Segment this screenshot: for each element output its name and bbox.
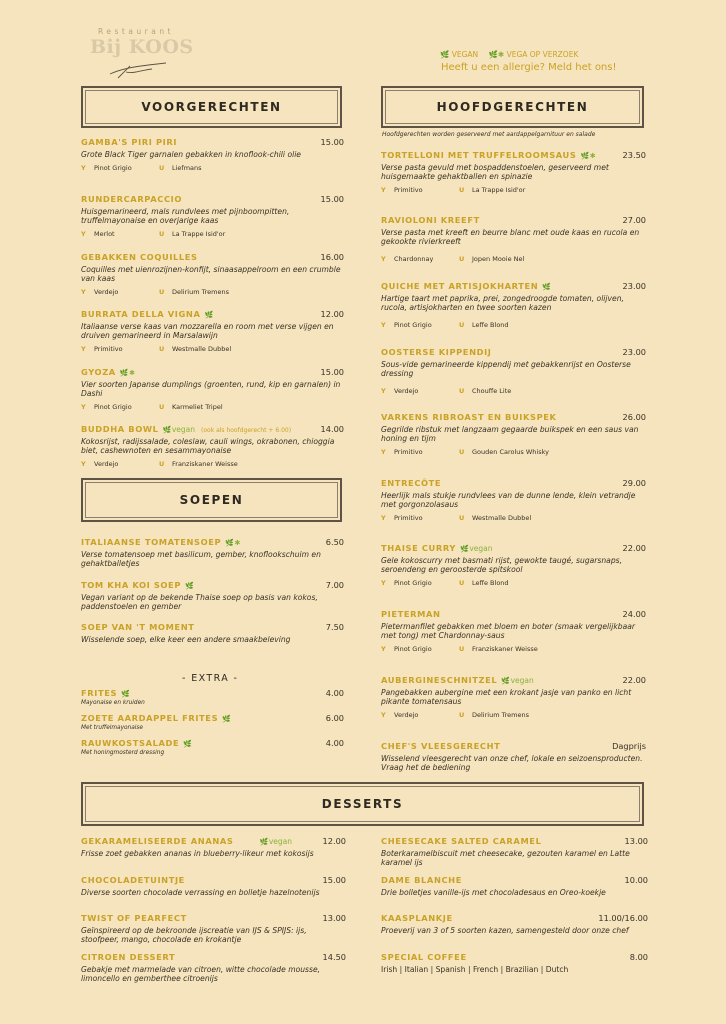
wine-pairing: Primitivo [94,345,123,353]
item-price: 23.50 [622,150,646,160]
beer-glass-icon: U [159,230,165,238]
item-description: Wisselend vleesgerecht van onze chef, lokale en seizoensproducten. Vraag het de bediening [381,754,643,772]
vegan-leaf-icon: 🌿 [460,545,470,553]
item-price: 14.00 [320,424,344,434]
item-name: GEKARAMELISEERDE ANANAS [81,836,234,846]
menu-item [381,412,646,456]
menu-item [81,580,344,611]
item-price: 12.00 [322,836,346,846]
wine-pairing: Pinot Grigio [394,645,432,653]
item-description: Huisgemarineerd, mals rundvlees met pijnboompitten, truffelmayonaise en overjarige kaas [81,207,290,225]
item-name: RAVIOLONI KREEFT [381,215,480,225]
menu-item [81,137,344,172]
wine-glass-icon: Y [381,186,386,194]
item-price: 10.00 [624,875,648,885]
menu-item [381,952,648,974]
wine-pairing: Pinot Grigio [394,321,432,329]
item-description: Diverse soorten chocolade verrassing en bolletje hazelnotenijs [81,888,320,897]
item-description: Met honingmosterd dressing [81,750,165,756]
item-name: GYOZA [81,367,116,377]
item-description: Verse tomatensoep met basilicum, gember, knoflookschuim en gehaktballetjes [81,550,321,568]
item-price: 24.00 [622,609,646,619]
item-name: PIETERMAN [381,609,441,619]
item-description: Gele kokoscurry met basmati rijst, gewokte taugé, sugarsnaps, seroendeng en geroosterde spitskool [381,556,623,574]
beer-pairing: Gouden Carolus Whisky [472,448,549,456]
wine-pairing: Verdejo [394,711,419,719]
item-price: 22.00 [622,675,646,685]
wine-glass-icon: Y [381,321,386,329]
item-price: 15.00 [322,875,346,885]
wine-glass-icon: Y [81,288,86,296]
wine-glass-icon: Y [381,579,386,587]
beer-pairing: Leffe Blond [472,321,509,329]
menu-item [81,913,346,944]
section-title-desserts: DESSERTS [81,782,644,826]
vegan-tag: vegan [268,837,293,846]
wine-glass-icon: Y [381,514,386,522]
beer-pairing: Karmeliet Tripel [172,403,223,411]
item-description: Wisselende soep, elke keer een andere smaakbeleving [81,635,291,644]
item-name: CHOCOLADETUINTJE [81,875,185,885]
item-price: 6.50 [325,537,344,547]
item-price: 27.00 [622,215,646,225]
allergy-notice: Heeft u een allergie? Meld het ons! [441,62,617,73]
beer-glass-icon: U [459,387,465,395]
item-description: Heerlijk mals stukje rundvlees van de dunne lende, klein vetrandje met gorgonzolasaus [381,491,636,509]
item-price: 22.00 [622,543,646,553]
beer-glass-icon: U [459,255,465,263]
vegan-leaf-icon: 🌿 [185,582,195,590]
menu-item [81,688,344,706]
item-price: 12.00 [320,309,344,319]
vegan-leaf-icon: 🌿 [542,283,552,291]
item-name: SOEP VAN 'T MOMENT [81,622,195,632]
item-price: 13.00 [322,913,346,923]
item-price: 15.00 [320,137,344,147]
wine-pairing: Pinot Grigio [394,579,432,587]
vegan-leaf-icon: 🌿 [501,677,511,685]
beer-glass-icon: U [159,403,165,411]
wine-pairing: Verdejo [94,460,119,468]
vegan-leaf-icon: 🌿 [204,311,214,319]
item-name: CITROEN DESSERT [81,952,176,962]
item-description: Boterkaramelbiscuit met cheesecake, gezouten karamel en Latte karamel ijs [381,849,630,867]
item-price: 23.00 [622,281,646,291]
vegan-leaf-icon: 🌿 [162,426,172,434]
item-description: Met truffelmayonaise [81,725,143,731]
item-name: DAME BLANCHE [381,875,462,885]
menu-item [81,622,344,644]
item-price: 29.00 [622,478,646,488]
menu-item [381,675,646,719]
item-description: Vier soorten Japanse dumplings (groenten, rund, kip en garnalen) in Dashi [81,380,341,398]
vegan-tag: vegan [171,425,196,434]
menu-item [381,281,646,329]
vegan-leaf-icon: 🌿 [121,690,131,698]
menu-item [381,150,646,194]
menu-item [81,252,344,296]
item-description: Coquilles met uienrozijnen-konfijt, sinaasappelroom en een crumble van kaas [81,265,341,283]
item-price: 26.00 [622,412,646,422]
item-price: 7.50 [325,622,344,632]
vegan-tag: vegan [469,544,493,553]
beer-glass-icon: U [459,448,465,456]
beer-glass-icon: U [459,514,465,522]
item-price: 14.50 [322,952,346,962]
item-price: 7.00 [325,580,344,590]
item-name: CHEF'S VLEESGERECHT [381,741,501,751]
beer-glass-icon: U [459,711,465,719]
vegan-leaf-icon: 🌿 [222,715,232,723]
item-price: 8.00 [629,952,648,962]
item-description: Frisse zoet gebakken ananas in blueberry-likeur met kokosijs [81,849,314,858]
item-description: Sous-vide gemarineerde kippendij met gebakkenrijst en Oosterse dressing [381,360,631,378]
item-name: TOM KHA KOI SOEP [81,580,182,590]
menu-item [381,913,648,935]
menu-item [81,309,344,353]
item-description: Pangebakken aubergine met een krokant jasje van panko en licht pikante tomatensaus [381,688,632,706]
item-price: 16.00 [320,252,344,262]
item-name: BURRATA DELLA VIGNA [81,309,201,319]
wine-pairing: Primitivo [394,514,423,522]
vegan-leaf-icon: 🌿 [440,50,450,59]
beer-pairing: Westmalle Dubbel [472,514,532,522]
beer-pairing: Jopen Mooie Nel [472,255,525,263]
wine-glass-icon: Y [81,403,86,411]
beer-pairing: La Trappe Isid'or [472,186,526,194]
item-price: 15.00 [320,367,344,377]
item-name: GAMBA'S PIRI PIRI [81,137,178,147]
item-name: VARKENS RIBROAST EN BUIKSPEK [381,412,557,422]
menu-item [81,424,344,468]
item-name: QUICHE MET ARTISJOKHARTEN [381,281,539,291]
wine-pairing: Chardonnay [394,255,434,263]
wine-glass-icon: Y [381,645,386,653]
item-price: 15.00 [320,194,344,204]
menu-item [381,347,646,395]
item-addon: (ook als hoofdgerecht + 6.00) [201,427,292,434]
item-name: OOSTERSE KIPPENDIJ [381,347,492,357]
item-description: Italiaanse verse kaas van mozzarella en room met verse vijgen en druiven gemarineerd in Marsalawijn [81,322,334,340]
menu-item [81,713,344,731]
item-description: Gebakje met marmelade van citroen, witte chocolade mousse, limoncello en gemberthee citroenijs [81,965,321,983]
beer-pairing: Liefmans [172,164,202,172]
vega-leaf-star-icon: 🌿✱ [580,152,597,160]
item-price: 6.00 [325,713,344,723]
wine-glass-icon: Y [81,230,86,238]
vegan-leaf-icon: 🌿 [183,740,193,748]
beer-pairing: Delirium Tremens [472,711,529,719]
menu-item [81,875,346,897]
wine-pairing: Pinot Grigio [94,164,132,172]
menu-item [381,215,646,263]
menu-item [81,836,346,858]
item-name: AUBERGINESCHNITZEL [381,675,498,685]
section-title-soepen: SOEPEN [81,478,342,522]
restaurant-name-logo: Bij KOOS [90,36,194,58]
item-description: Gegrilde ribstuk met langzaam gegaarde buikspek en een saus van honing en tijm [381,425,639,443]
legend-vegan-label: VEGAN [451,50,479,59]
item-price: Dagprijs [612,741,646,751]
beer-glass-icon: U [459,321,465,329]
wine-glass-icon: Y [81,345,86,353]
wine-glass-icon: Y [381,448,386,456]
item-name: THAISE CURRY [381,543,457,553]
item-description: Kokosrijst, radijssalade, coleslaw, cauli wings, okrabonen, chioggia biet, cashewnoten en sesammayonaise [81,437,335,455]
beer-glass-icon: U [159,164,165,172]
wine-glass-icon: Y [381,711,386,719]
item-description: Verse pasta met kreeft en beurre blanc met oude kaas en rucola en gekookte rivierkreeft [381,228,640,246]
item-description: Hartige taart met paprika, prei, zongedroogde tomaten, olijven, rucola, artisjokharten en twee soorten kazen [381,294,624,312]
menu-item [81,537,344,568]
item-name: TWIST OF PEARFECT [81,913,187,923]
item-name: TORTELLONI MET TRUFFELROOMSAUS [381,150,577,160]
menu-item [81,367,344,411]
beer-glass-icon: U [159,345,165,353]
wine-glass-icon: Y [81,460,86,468]
diet-legend [440,50,578,59]
section-title-extra: - EXTRA - [182,673,239,684]
item-name: BUDDHA BOWL [81,424,159,434]
item-name: GEBAKKEN COQUILLES [81,252,198,262]
item-price: 4.00 [325,738,344,748]
wine-pairing: Verdejo [94,288,119,296]
beer-glass-icon: U [159,460,165,468]
section-title-voorgerechten: VOORGERECHTEN [81,86,342,128]
item-description: Pietermanfilet gebakken met bloem en boter (smaak vergelijkbaar met tong) met Chardonnay-saus [381,622,635,640]
wine-pairing: Pinot Grigio [94,403,132,411]
wine-pairing: Primitivo [394,448,423,456]
wine-pairing: Merlot [94,230,115,238]
item-name: CHEESECAKE SALTED CARAMEL [381,836,542,846]
legend-vega-label: VEGA OP VERZOEK [506,50,579,59]
menu-item [81,738,344,756]
item-description: Grote Black Tiger garnalen gebakken in knoflook-chili olie [81,150,301,159]
restaurant-label: Restaurant [98,27,175,36]
item-name: FRITES [81,688,118,698]
item-description: Drie bolletjes vanille-ijs met chocoladesaus en Oreo-koekje [381,888,606,897]
item-price: 23.00 [622,347,646,357]
beer-pairing: La Trappe Isid'or [172,230,226,238]
menu-item [381,875,648,897]
item-name: ENTRECÔTE [381,478,442,488]
menu-item [81,194,344,238]
item-price: 13.00 [624,836,648,846]
beer-glass-icon: U [459,645,465,653]
wine-glass-icon: Y [81,164,86,172]
menu-item [81,952,346,983]
vega-leaf-star-icon: 🌿✱ [488,50,505,59]
wine-glass-icon: Y [381,255,386,263]
beer-pairing: Leffe Blond [472,579,509,587]
item-name: RUNDERCARPACCIO [81,194,182,204]
beer-pairing: Franziskaner Weisse [172,460,238,468]
wine-glass-icon: Y [381,387,386,395]
item-price: 4.00 [325,688,344,698]
vegan-leaf-icon: 🌿 [259,838,269,846]
section-title-hoofdgerechten: HOOFDGERECHTEN [381,86,644,128]
item-description: Verse pasta gevuld met bospaddenstoelen, geserveerd met huisgemaakte gehaktballen en spinazie [381,163,609,181]
item-name: SPECIAL COFFEE [381,952,467,962]
menu-item [381,478,646,522]
item-description: Mayonaise en kruiden [81,700,145,706]
item-description: Geïnspireerd op de bekroonde ijscreatie van IJS & SPIJS: ijs, stoofpeer, mango, chocolade en krokantje [81,926,307,944]
hoofdgerechten-note: Hoofdgerechten worden geserveerd met aardappelgarnituur en salade [382,131,596,138]
item-name: ITALIAANSE TOMATENSOEP [81,537,222,547]
item-description: Vegan variant op de bekende Thaise soep op basis van kokos, paddenstoelen en gember [81,593,318,611]
menu-item [381,543,646,587]
beer-glass-icon: U [459,186,465,194]
item-description: Irish | Italian | Spanish | French | Brazilian | Dutch [381,965,569,974]
vegan-tag: vegan [510,676,534,685]
beer-pairing: Westmalle Dubbel [172,345,232,353]
item-name: RAUWKOSTSALADE [81,738,180,748]
beer-glass-icon: U [159,288,165,296]
menu-item [381,836,648,867]
vega-leaf-star-icon: 🌿✱ [119,369,136,377]
wine-pairing: Primitivo [394,186,423,194]
beer-pairing: Delirium Tremens [172,288,229,296]
beer-pairing: Franziskaner Weisse [472,645,538,653]
vega-leaf-star-icon: 🌿✱ [225,539,241,547]
menu-item [381,741,646,772]
item-name: ZOETE AARDAPPEL FRITES [81,713,219,723]
signature-icon [108,60,170,80]
item-name: KAASPLANKJE [381,913,453,923]
wine-pairing: Verdejo [394,387,419,395]
item-description: Proeverij van 3 of 5 soorten kazen, samengesteld door onze chef [381,926,629,935]
beer-pairing: Chouffe Lite [472,387,512,395]
item-price: 11.00/16.00 [598,913,648,923]
menu-item [381,609,646,653]
beer-glass-icon: U [459,579,465,587]
